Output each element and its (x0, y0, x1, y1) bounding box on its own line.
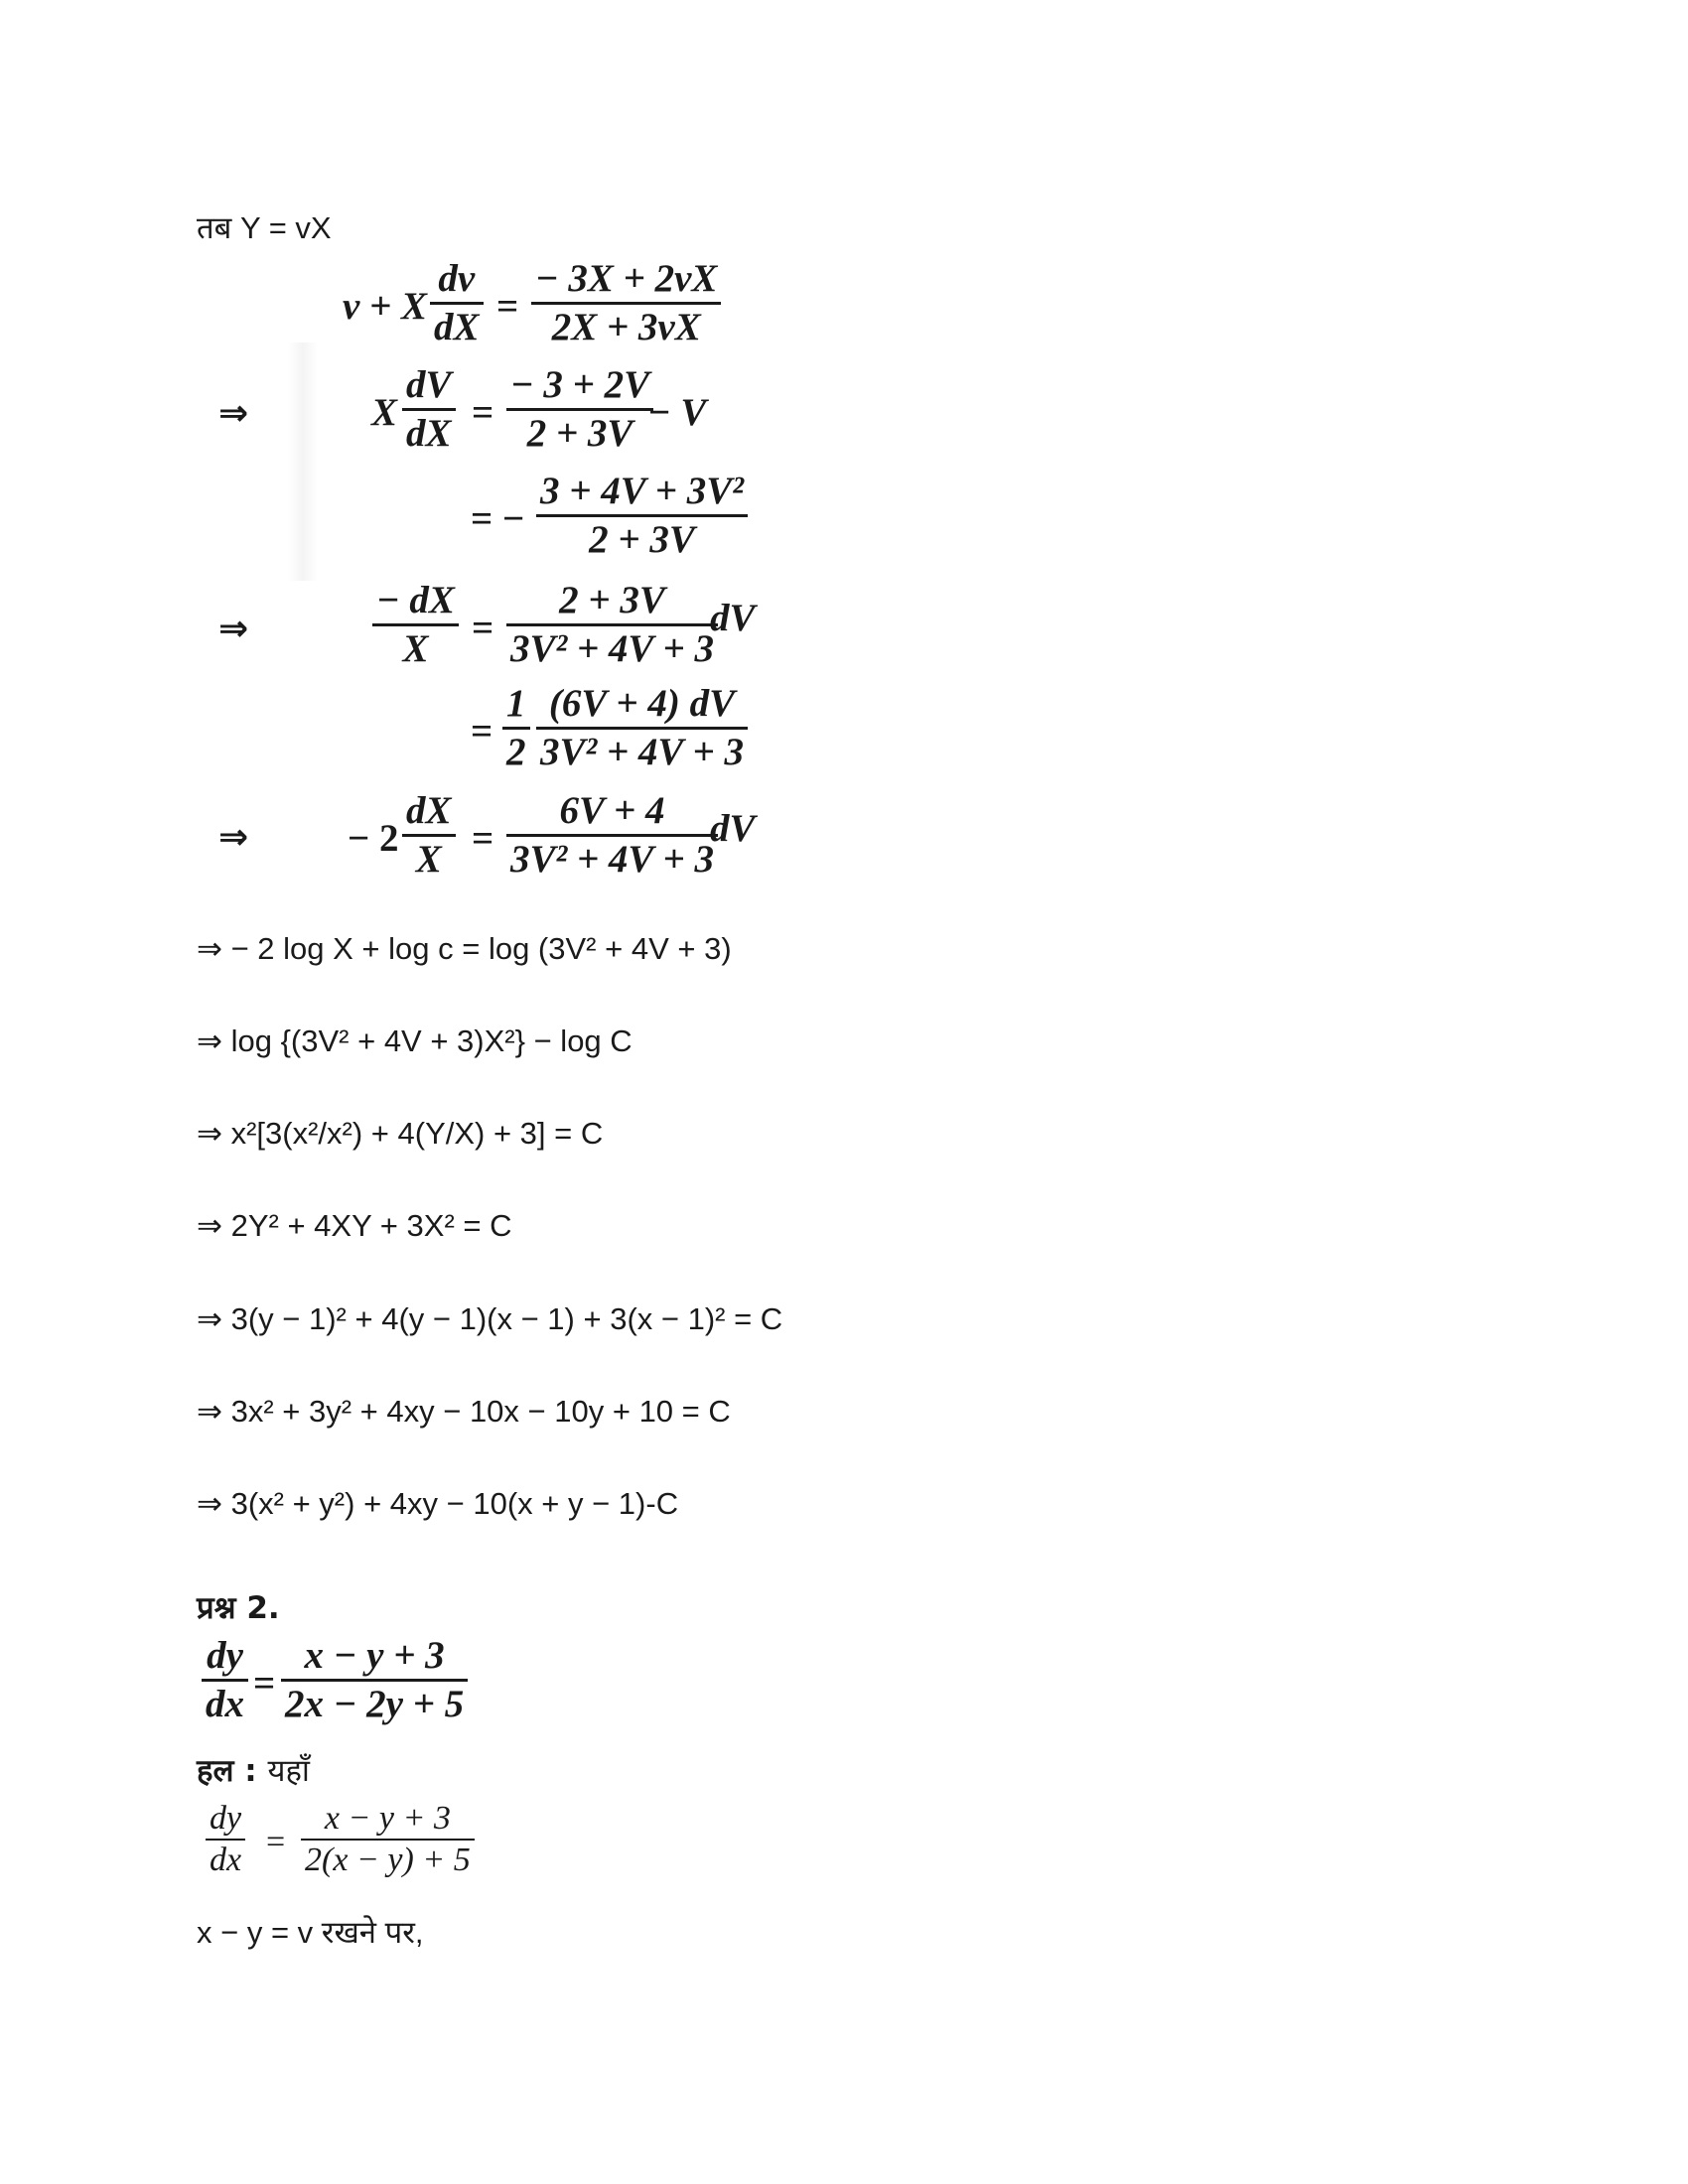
question-lhs-numerator: dy (207, 1634, 243, 1677)
step-line: ⇒ − 2 log X + log c = log (3V² + 4V + 3) (197, 931, 732, 966)
solution-rhs-numerator: x − y + 3 (324, 1800, 451, 1837)
step-line: ⇒ x²[3(x²/x²) + 4(Y/X) + 3] = C (197, 1116, 604, 1151)
eq4-tail: dV (710, 597, 756, 639)
solution-lhs-numerator: dy (210, 1800, 242, 1837)
eq2-lhs-denominator: dX (406, 412, 452, 455)
eq2-lhs-numerator: dV (406, 363, 452, 406)
eq1-rhs-numerator: − 3X + 2vX (535, 257, 718, 300)
eq4-rhs-denominator: 3V² + 4V + 3 (510, 627, 714, 670)
implies-arrow: ⇒ (218, 609, 249, 649)
eq6-rhs-fraction (506, 788, 718, 883)
eq1-rhs-fraction (531, 256, 721, 350)
eq2-rhs-denominator: 2 + 3V (526, 412, 633, 455)
eq2-rhs-numerator: − 3 + 2V (510, 363, 650, 406)
eq1-lhs-denominator: dX (434, 306, 480, 348)
question-heading: प्रश्न 2. (197, 1590, 280, 1626)
eq4-equals: = (472, 607, 494, 649)
eq5-rhs-fraction (536, 681, 748, 775)
implies-arrow: ⇒ (218, 817, 249, 858)
question-equals: = (253, 1662, 276, 1705)
step-line: ⇒ 3(x² + y²) + 4xy − 10(x + y − 1)-C (197, 1486, 679, 1521)
eq6-lhs-denominator: X (415, 838, 442, 881)
eq6-rhs-numerator: 6V + 4 (559, 789, 665, 832)
solution-lhs-fraction (206, 1799, 245, 1880)
eq5-half-numerator: 1 (506, 682, 526, 725)
eq4-rhs-fraction (506, 578, 718, 672)
eq4-lhs-numerator: − dX (376, 579, 455, 621)
eq6-tail: dV (710, 807, 756, 850)
solution-label-tail: यहाँ (267, 1753, 310, 1789)
question-rhs-numerator: x − y + 3 (304, 1634, 445, 1677)
question-lhs-fraction (202, 1633, 248, 1727)
eq2-rhs-fraction (506, 362, 653, 457)
step-line: ⇒ 2Y² + 4XY + 3X² = C (197, 1208, 512, 1243)
eq1-equals: = (496, 285, 519, 328)
eq2-equals: = (472, 391, 494, 434)
solution-equals: = (266, 1824, 286, 1860)
question-rhs-fraction (281, 1633, 468, 1727)
scan-shadow (288, 342, 318, 581)
eq3-rhs-fraction (536, 469, 748, 563)
solution-label: हल : (197, 1753, 257, 1789)
step-line: ⇒ 3x² + 3y² + 4xy − 10x − 10y + 10 = C (197, 1394, 731, 1429)
implies-arrow: ⇒ (218, 393, 249, 434)
eq4-lhs-denominator: X (402, 627, 429, 670)
eq4-lhs-fraction (372, 578, 459, 672)
eq5-equals: = (471, 710, 493, 752)
eq2-lhs-fraction (402, 362, 456, 457)
eq3-equals: = − (471, 497, 525, 540)
eq1-rhs-denominator: 2X + 3vX (551, 306, 701, 348)
eq3-rhs-numerator: 3 + 4V + 3V² (540, 470, 744, 512)
eq6-lhs-fraction (402, 788, 456, 883)
eq6-lhs-numerator: dX (406, 789, 452, 832)
solution-rhs-denominator: 2(x − y) + 5 (305, 1842, 471, 1878)
question-rhs-denominator: 2x − 2y + 5 (285, 1683, 465, 1725)
eq6-lhs-term: − 2 (348, 817, 399, 860)
eq6-equals: = (472, 817, 494, 860)
eq4-rhs-numerator: 2 + 3V (559, 579, 665, 621)
step-line: ⇒ 3(y − 1)² + 4(y − 1)(x − 1) + 3(x − 1)² = C (197, 1301, 783, 1336)
eq2-tail: − V (647, 391, 707, 434)
question-lhs-denominator: dx (206, 1683, 244, 1725)
intro-line: तब Y = vX (197, 210, 332, 245)
eq5-rhs-denominator: 3V² + 4V + 3 (540, 731, 744, 773)
solution-rhs-fraction (301, 1799, 475, 1880)
substitution-line: x − y = v रखने पर, (197, 1915, 424, 1950)
eq2-lhs-term: X (371, 391, 398, 434)
eq6-rhs-denominator: 3V² + 4V + 3 (510, 838, 714, 881)
solution-heading (197, 1749, 310, 1791)
eq1-lhs-numerator: dv (438, 257, 476, 300)
eq5-rhs-numerator: (6V + 4) dV (548, 682, 736, 725)
eq1-lhs-term: v + X (343, 285, 428, 328)
eq5-half-denominator: 2 (506, 731, 526, 773)
solution-lhs-denominator: dx (210, 1842, 242, 1878)
step-line: ⇒ log {(3V² + 4V + 3)X²} − log C (197, 1024, 633, 1058)
eq3-rhs-denominator: 2 + 3V (589, 518, 695, 561)
eq5-half-fraction (502, 681, 530, 775)
eq1-lhs-fraction (430, 256, 484, 350)
